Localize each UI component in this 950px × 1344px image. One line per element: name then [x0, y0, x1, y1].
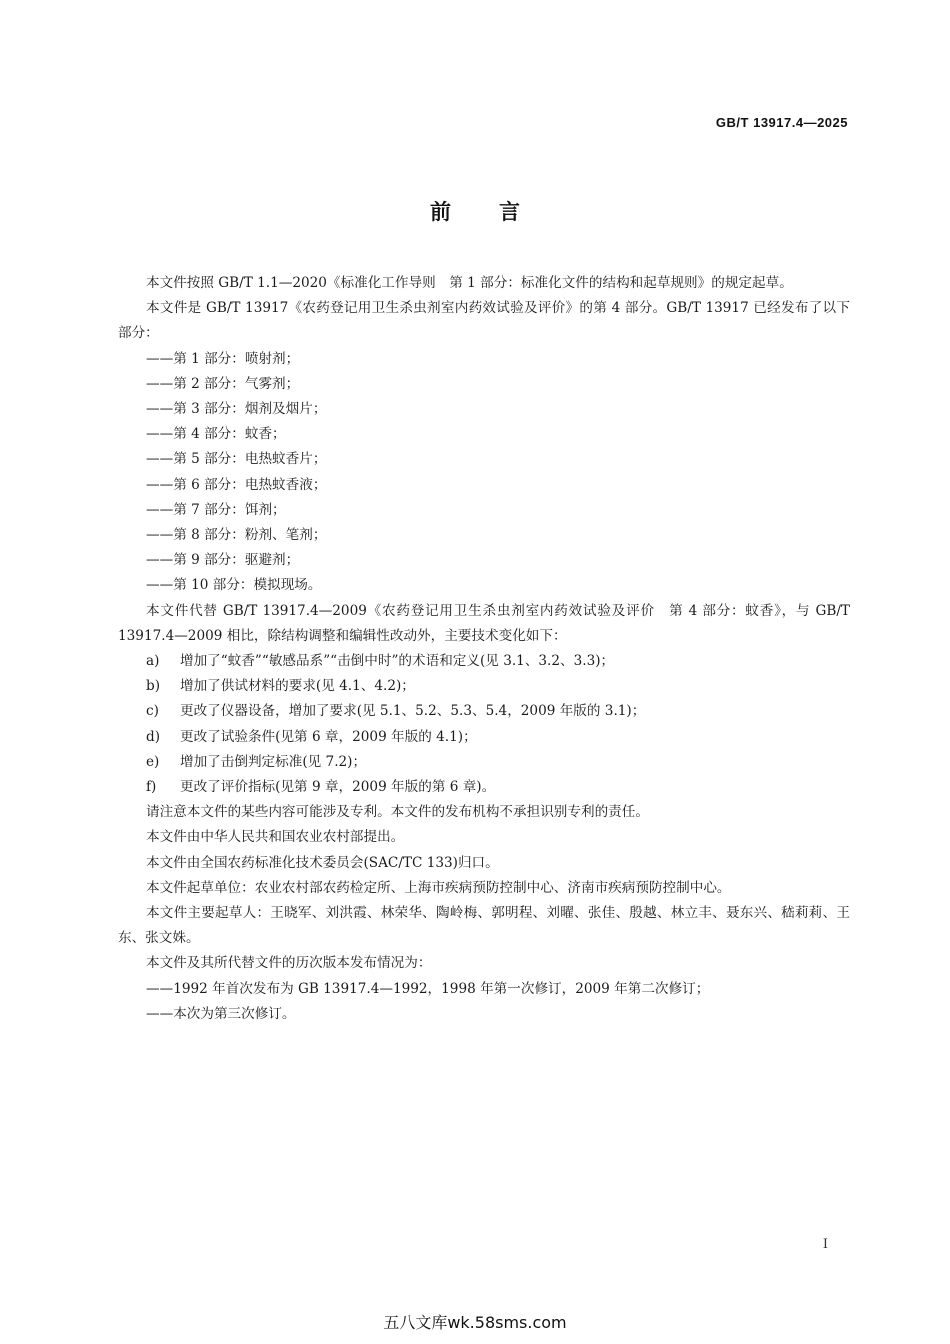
paragraph-patent-notice: 请注意本文件的某些内容可能涉及专利。本文件的发布机构不承担识别专利的责任。 — [146, 804, 649, 821]
watermark-text: 五八文库wk.58sms.com — [383, 1313, 567, 1332]
list-item: ——第 6 部分：电热蚊香液； — [146, 476, 327, 493]
paragraph-drafters: 本文件主要起草人：王晓军、刘洪霞、林荣华、陶岭梅、郭明程、刘曜、张佳、殷越、林立丰、聂东兴、嵇莉莉、王东、张文姝。 — [118, 905, 850, 947]
history-list — [118, 977, 850, 1027]
list-item: ——第 7 部分：饵剂； — [146, 501, 286, 518]
list-item — [118, 699, 850, 724]
list-item: ——第 4 部分：蚊香； — [146, 426, 286, 443]
list-item — [118, 649, 850, 674]
standard-number: GB/T 13917.4—2025 — [715, 115, 848, 130]
paragraph-series-intro: 本文件是 GB/T 13917《农药登记用卫生杀虫剂室内药效试验及评价》的第 4 部分。GB/T 13917 已经发布了以下部分： — [118, 300, 850, 342]
list-item: ——1992 年首次发布为 GB 13917.4—1992，1998 年第一次修订，2009 年第二次修订； — [146, 980, 710, 997]
paragraph-proposer: 本文件由中华人民共和国农业农村部提出。 — [146, 829, 405, 846]
list-item-text: 增加了击倒判定标准(见 7.2)； — [180, 753, 367, 770]
list-item: ——第 9 部分：驱避剂； — [146, 552, 300, 569]
paragraph-technical-committee: 本文件由全国农药标准化技术委员会(SAC/TC 133)归口。 — [146, 854, 499, 871]
list-item-text: 更改了仪器设备，增加了要求(见 5.1、5.2、5.3、5.4，2009 年版的 3.1)； — [180, 703, 646, 720]
list-item: ——本次为第三次修订。 — [146, 1005, 296, 1022]
document-body — [118, 271, 850, 1027]
list-item-text: 增加了“蚊香”“敏感品系”“击倒中时”的术语和定义(见 3.1、3.2、3.3)； — [180, 653, 615, 670]
list-item-text: 增加了供试材料的要求(见 4.1、4.2)； — [180, 678, 415, 695]
list-marker: c) — [146, 703, 159, 720]
changes-list — [118, 649, 850, 800]
list-marker: a) — [146, 653, 160, 670]
list-marker: d) — [146, 728, 161, 745]
list-item — [118, 674, 850, 699]
list-item: ——第 5 部分：电热蚊香片； — [146, 451, 327, 468]
paragraph-drafting-rules: 本文件按照 GB/T 1.1—2020《标准化工作导则 第 1 部分：标准化文件的结构和起草规则》的规定起草。 — [146, 275, 793, 291]
list-item — [118, 725, 850, 750]
paragraph-replacement: 本文件代替 GB/T 13917.4—2009《农药登记用卫生杀虫剂室内药效试验及评价 第 4 部分：蚊香》，与 GB/T 13917.4—2009 相比，除结构调整和编辑性改动外，主要技术变化如下： — [118, 602, 850, 644]
paragraph-drafting-units: 本文件起草单位：农业农村部农药检定所、上海市疾病预防控制中心、济南市疾病预防控制中心。 — [146, 879, 731, 896]
page-title: 前言 — [430, 200, 568, 224]
list-item — [118, 750, 850, 775]
list-item: ——第 2 部分：气雾剂； — [146, 375, 300, 392]
list-item: ——第 8 部分：粉剂、笔剂； — [146, 527, 327, 544]
list-marker: b) — [146, 678, 161, 695]
list-item-text: 更改了评价指标(见第 9 章，2009 年版的第 6 章)。 — [180, 779, 496, 796]
paragraph-version-history: 本文件及其所代替文件的历次版本发布情况为： — [146, 955, 432, 972]
list-item-text: 更改了试验条件(见第 6 章，2009 年版的 4.1)； — [180, 728, 477, 745]
parts-list — [118, 347, 850, 599]
list-item — [118, 775, 850, 800]
list-item: ——第 3 部分：烟剂及烟片； — [146, 401, 327, 418]
list-marker: e) — [146, 753, 160, 770]
list-marker: f) — [146, 779, 157, 796]
list-item: ——第 1 部分：喷射剂； — [146, 350, 300, 367]
list-item: ——第 10 部分：模拟现场。 — [146, 577, 322, 594]
page-number: I — [822, 1237, 828, 1252]
